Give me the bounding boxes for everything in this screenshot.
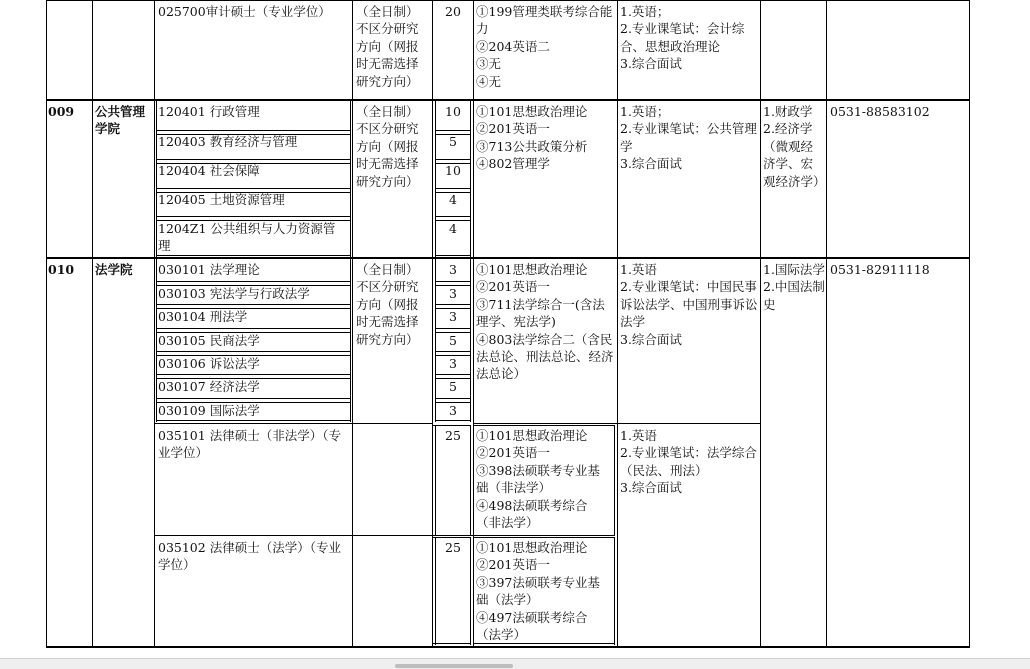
major-name: 120405 土地资源管理 [158, 192, 285, 207]
row-divider [154, 535, 473, 536]
exam-subject: ④无 [476, 73, 502, 89]
retest-item: 3.综合面试 [620, 480, 682, 496]
college-code: 009 [48, 104, 75, 119]
major-name: 025700审计硕士（专业学位） [158, 4, 331, 19]
row-divider [156, 398, 351, 399]
retest-item: 1.英语； [620, 104, 670, 119]
row-divider [156, 255, 351, 256]
college-name: 法学院 [95, 262, 133, 277]
row-divider [435, 281, 471, 282]
exam-subject: ④498法硕联考综合（非法学） [476, 497, 588, 531]
horizontal-scrollbar[interactable] [395, 664, 513, 668]
row-divider [435, 328, 471, 329]
college-code: 010 [48, 262, 75, 277]
retest-item: 1.英语 [620, 428, 657, 443]
retest-item: 2.专业课笔试：公共管理学 [620, 121, 757, 154]
study-direction: （全日制）不区分研究方向（网报时无需选择研究方向） [356, 4, 419, 89]
enroll-quota: 5 [449, 333, 457, 348]
row-divider [156, 328, 351, 329]
retest-item: 2.专业课笔试：中国民事诉讼法学、中国刑事诉讼法学 [620, 279, 758, 330]
table-border-bottom [46, 646, 970, 648]
enroll-quota: 25 [445, 428, 461, 443]
row-divider [46, 257, 970, 259]
viewer-bottom-bar [0, 658, 1030, 669]
major-name: 035101 法律硕士（非法学）（专业学位） [158, 428, 341, 461]
enroll-quota: 20 [445, 4, 461, 19]
exam-subject: ④803法学综合二（含民法总论、刑法总论、经济法总论） [476, 331, 614, 382]
row-divider [473, 425, 615, 426]
col-divider [617, 0, 618, 648]
row-divider [435, 159, 471, 160]
exam-subject: ③397法硕联考专业基础（法学） [476, 574, 600, 608]
row-divider [433, 425, 471, 426]
row-divider [156, 351, 351, 352]
equal-level-subjects [763, 103, 825, 190]
major-name: 1204Z1 公共组织与人力资源管理 [158, 221, 336, 254]
cell-edge [470, 537, 471, 645]
enroll-quota: 25 [445, 540, 461, 555]
exam-subject: ①101思想政治理论 [476, 104, 588, 119]
row-divider [435, 216, 471, 217]
contact-phone: 0531-88583102 [830, 104, 930, 119]
cell-edge [350, 101, 351, 257]
exam-subject: ①199管理类联考综合能力 [476, 4, 613, 37]
col-divider [473, 0, 474, 648]
exam-subject: ④802管理学 [476, 156, 550, 172]
retest-item: 2.专业课笔试：会计综合、思想政治理论 [620, 21, 745, 54]
cell-edge [156, 101, 157, 257]
major-name: 030107 经济法学 [158, 379, 260, 394]
exam-subject: ③无 [476, 56, 502, 72]
row-divider [435, 130, 471, 131]
major-name: 030103 宪法学与行政法学 [158, 286, 310, 301]
enroll-quota: 10 [445, 104, 461, 119]
equal-level-subjects [763, 261, 825, 313]
row-divider [433, 537, 471, 538]
exam-subjects [476, 3, 616, 90]
exam-subject: ②201英语一 [476, 121, 550, 137]
study-direction: （全日制）不区分研究方向（网报时无需选择研究方向） [356, 104, 419, 189]
exam-subjects [476, 539, 612, 643]
row-divider [435, 351, 471, 352]
major-name: 030101 法学理论 [158, 262, 260, 277]
exam-subject: ②204英语二 [476, 38, 550, 54]
col-divider [352, 0, 353, 648]
exam-subject: ①101思想政治理论 [476, 540, 588, 555]
row-divider [435, 420, 471, 421]
row-divider [46, 99, 970, 101]
row-divider [154, 423, 433, 424]
retest-item: 3.综合面试 [620, 56, 682, 72]
equal-item: 1.国际法学 [763, 262, 825, 277]
row-divider [156, 216, 351, 217]
col-divider [154, 0, 155, 648]
major-name: 120404 社会保障 [158, 163, 260, 178]
exam-subjects [476, 103, 616, 173]
cell-edge [470, 101, 471, 257]
row-divider [156, 281, 351, 282]
enroll-quota: 3 [449, 286, 457, 301]
row-divider [435, 255, 471, 256]
enroll-quota: 3 [449, 309, 457, 324]
major-name: 030105 民商法学 [158, 333, 260, 348]
retest-item: 1.英语； [620, 4, 670, 19]
major-name: 120403 教育经济与管理 [158, 134, 298, 149]
row-divider [473, 537, 615, 538]
cell-edge [614, 537, 615, 645]
exam-subject: ④497法硕联考综合（法学） [476, 609, 588, 643]
exam-subject: ②201英语一 [476, 445, 550, 461]
enroll-quota: 4 [449, 192, 457, 207]
retest-item: 3.综合面试 [620, 156, 682, 172]
row-divider [156, 130, 351, 131]
col-divider [826, 0, 827, 648]
row-divider [46, 0, 970, 1]
row-divider [473, 535, 615, 536]
retest-subjects [620, 261, 758, 348]
enroll-quota: 3 [449, 262, 457, 277]
row-divider [435, 398, 471, 399]
row-divider [156, 304, 351, 305]
exam-subject: ③711法学综合一(含法理学、宪法学) [476, 296, 605, 330]
study-direction: （全日制）不区分研究方向（网报时无需选择研究方向） [356, 262, 419, 347]
exam-subject: ②201英语一 [476, 557, 550, 573]
retest-item: 3.综合面试 [620, 331, 682, 347]
exam-subjects [476, 427, 612, 531]
row-divider [435, 374, 471, 375]
enroll-quota: 10 [445, 163, 461, 178]
exam-subject: ①101思想政治理论 [476, 428, 588, 443]
equal-item: 1.财政学 [763, 104, 813, 119]
cell-edge [614, 425, 615, 535]
row-divider [156, 159, 351, 160]
col-divider [92, 0, 93, 648]
enroll-quota: 4 [449, 221, 457, 236]
enroll-quota: 3 [449, 356, 457, 371]
retest-subjects [620, 103, 758, 173]
equal-item: 2.经济学（微观经济学、宏观经济学） [763, 121, 826, 189]
retest-item: 1.英语 [620, 262, 657, 277]
table-border-left [46, 0, 47, 648]
row-divider [156, 188, 351, 189]
row-divider [435, 188, 471, 189]
college-name: 公共管理学院 [95, 104, 146, 137]
col-divider [432, 0, 433, 648]
exam-subjects [476, 261, 616, 383]
col-divider [760, 0, 761, 648]
row-divider [156, 374, 351, 375]
major-name: 120401 行政管理 [158, 104, 260, 119]
table-border-right [969, 0, 970, 648]
major-name: 030104 刑法学 [158, 309, 248, 324]
row-divider [156, 420, 351, 421]
enroll-quota: 5 [449, 134, 457, 149]
enroll-quota: 3 [449, 403, 457, 418]
major-name: 030109 国际法学 [158, 403, 260, 418]
major-name: 035102 法律硕士（法学）（专业学位） [158, 540, 341, 573]
retest-subjects [620, 3, 758, 73]
enroll-quota: 5 [449, 379, 457, 394]
cell-edge [470, 425, 471, 535]
exam-subject: ③713公共政策分析 [476, 138, 588, 154]
exam-subject: ②201英语一 [476, 279, 550, 295]
row-divider [473, 423, 761, 424]
exam-subject: ③398法硕联考专业基础（非法学） [476, 462, 600, 496]
contact-phone: 0531-82911118 [830, 262, 930, 277]
row-divider [435, 304, 471, 305]
row-divider [433, 643, 471, 644]
retest-subjects [620, 427, 758, 497]
retest-item: 2.专业课笔试：法学综合（民法、刑法） [620, 445, 757, 478]
equal-item: 2.中国法制史 [763, 279, 825, 312]
exam-subject: ①101思想政治理论 [476, 262, 588, 277]
major-name: 030106 诉讼法学 [158, 356, 260, 371]
